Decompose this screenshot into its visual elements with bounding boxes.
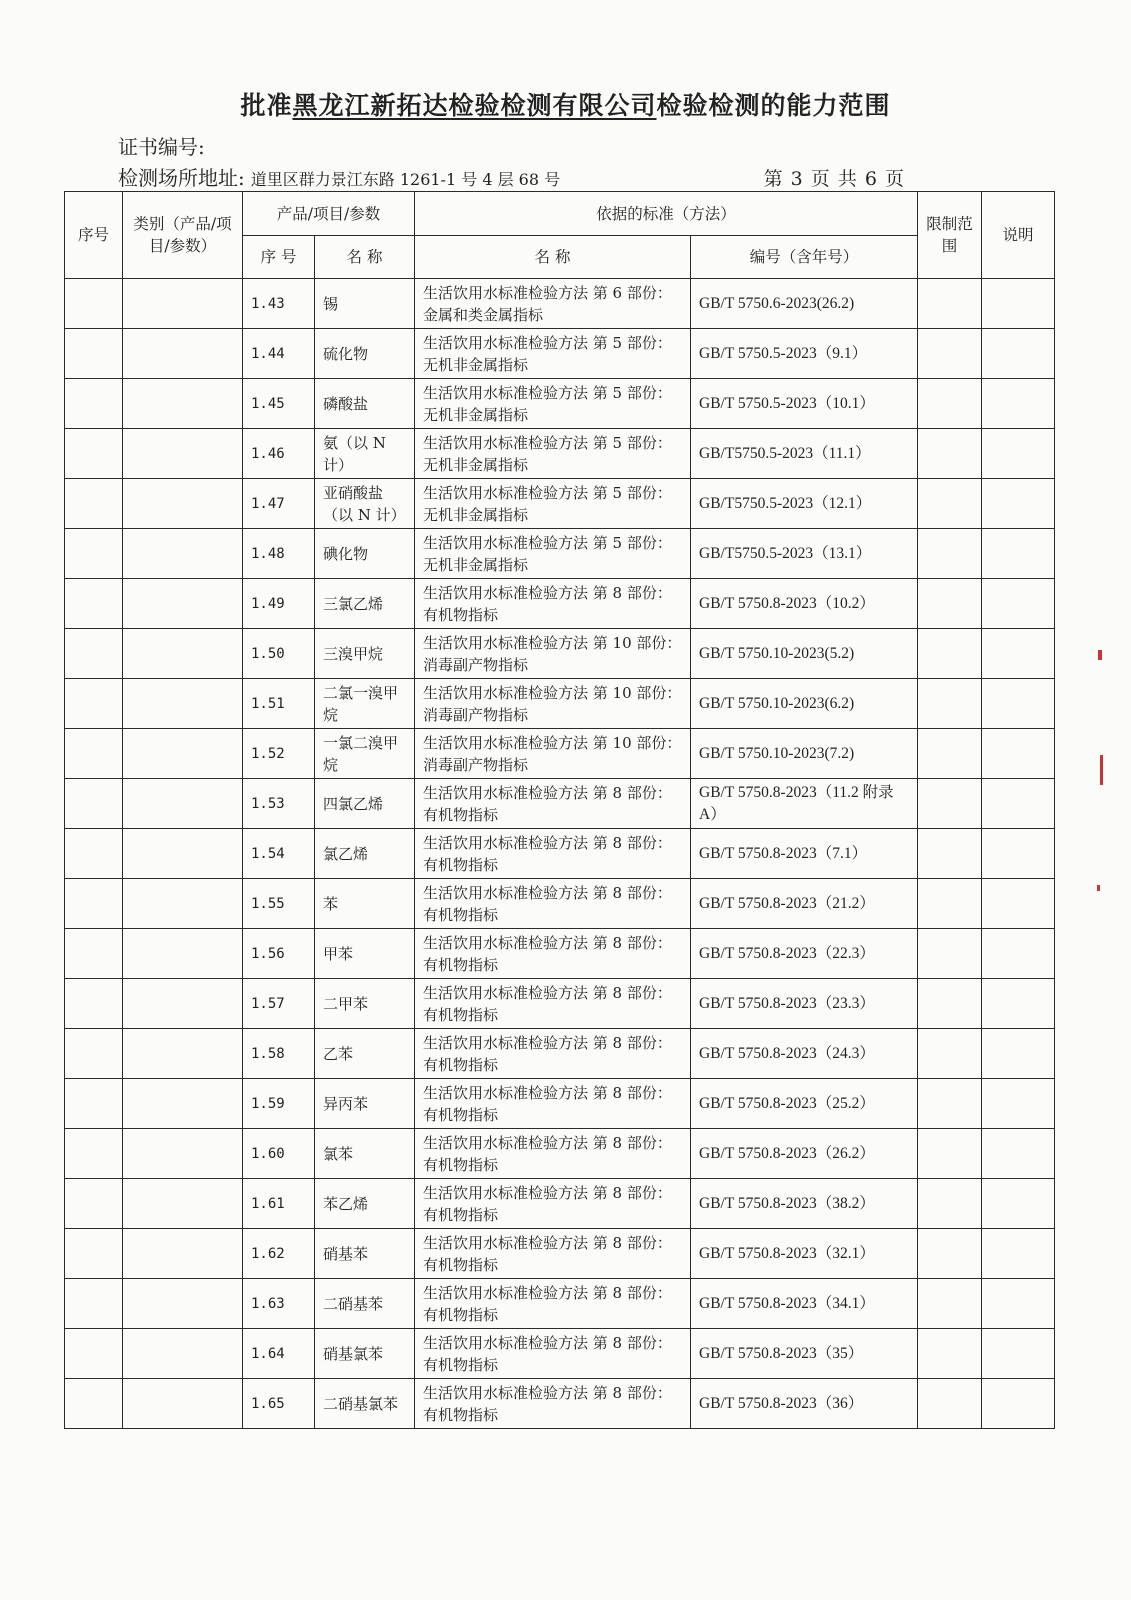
header-category: 类别（产品/项目/参数） — [123, 192, 243, 279]
standard-code-cell: GB/T 5750.8-2023（34.1） — [691, 1279, 918, 1329]
capability-table — [64, 191, 1055, 1429]
seq-cell — [65, 1129, 123, 1179]
category-cell — [123, 1129, 243, 1179]
standard-name-cell: 生活饮用水标准检验方法 第 8 部份：有机物指标 — [415, 1029, 691, 1079]
item-name-cell: 锡 — [315, 279, 415, 329]
seq-cell — [65, 1229, 123, 1279]
table-row — [65, 929, 1055, 979]
item-name-cell: 乙苯 — [315, 1029, 415, 1079]
company-name: 黑龙江新拓达检验检测有限公司 — [292, 91, 657, 120]
item-no-cell: 1.52 — [243, 729, 315, 779]
table-body — [65, 279, 1055, 1429]
item-no-cell: 1.51 — [243, 679, 315, 729]
item-name-cell: 三溴甲烷 — [315, 629, 415, 679]
category-cell — [123, 979, 243, 1029]
note-cell — [982, 629, 1055, 679]
table-row — [65, 729, 1055, 779]
title-suffix: 检验检测的能力范围 — [656, 91, 891, 120]
item-name-cell: 二甲苯 — [315, 979, 415, 1029]
standard-name-cell: 生活饮用水标准检验方法 第 8 部份：有机物指标 — [415, 1079, 691, 1129]
standard-code-cell: GB/T 5750.5-2023（10.1） — [691, 379, 918, 429]
limit-cell — [918, 1179, 982, 1229]
table-row — [65, 1279, 1055, 1329]
note-cell — [982, 529, 1055, 579]
standard-code-cell: GB/T5750.5-2023（11.1） — [691, 429, 918, 479]
table-row — [65, 1079, 1055, 1129]
header-product-group: 产品/项目/参数 — [243, 192, 415, 236]
seq-cell — [65, 1379, 123, 1429]
item-no-cell: 1.43 — [243, 279, 315, 329]
limit-cell — [918, 929, 982, 979]
seq-cell — [65, 579, 123, 629]
limit-cell — [918, 1079, 982, 1129]
standard-name-cell: 生活饮用水标准检验方法 第 8 部份：有机物指标 — [415, 1229, 691, 1279]
item-no-cell: 1.59 — [243, 1079, 315, 1129]
item-name-cell: 苯 — [315, 879, 415, 929]
category-cell — [123, 779, 243, 829]
standard-code-cell: GB/T 5750.5-2023（9.1） — [691, 329, 918, 379]
item-no-cell: 1.49 — [243, 579, 315, 629]
item-name-cell: 磷酸盐 — [315, 379, 415, 429]
note-cell — [982, 979, 1055, 1029]
table-row — [65, 1129, 1055, 1179]
item-no-cell: 1.61 — [243, 1179, 315, 1229]
note-cell — [982, 729, 1055, 779]
category-cell — [123, 629, 243, 679]
standard-code-cell: GB/T5750.5-2023（12.1） — [691, 479, 918, 529]
item-no-cell: 1.64 — [243, 1329, 315, 1379]
standard-name-cell: 生活饮用水标准检验方法 第 5 部份：无机非金属指标 — [415, 429, 691, 479]
note-cell — [982, 579, 1055, 629]
red-stamp-mark — [1100, 755, 1103, 785]
standard-code-cell: GB/T 5750.8-2023（35） — [691, 1329, 918, 1379]
certificate-number — [118, 131, 205, 160]
item-no-cell: 1.44 — [243, 329, 315, 379]
standard-code-cell: GB/T 5750.10-2023(7.2) — [691, 729, 918, 779]
page-title — [0, 86, 1131, 122]
seq-cell — [65, 679, 123, 729]
standard-name-cell: 生活饮用水标准检验方法 第 8 部份：有机物指标 — [415, 579, 691, 629]
seq-cell — [65, 1029, 123, 1079]
item-no-cell: 1.47 — [243, 479, 315, 529]
item-no-cell: 1.57 — [243, 979, 315, 1029]
standard-code-cell: GB/T 5750.8-2023（26.2） — [691, 1129, 918, 1179]
category-cell — [123, 1179, 243, 1229]
note-cell — [982, 829, 1055, 879]
title-prefix: 批准 — [240, 91, 293, 120]
item-no-cell: 1.50 — [243, 629, 315, 679]
item-no-cell: 1.60 — [243, 1129, 315, 1179]
red-stamp-mark — [1097, 885, 1100, 891]
seq-cell — [65, 879, 123, 929]
item-no-cell: 1.45 — [243, 379, 315, 429]
limit-cell — [918, 1379, 982, 1429]
item-no-cell: 1.62 — [243, 1229, 315, 1279]
standard-name-cell: 生活饮用水标准检验方法 第 8 部份：有机物指标 — [415, 1179, 691, 1229]
standard-name-cell: 生活饮用水标准检验方法 第 8 部份：有机物指标 — [415, 1329, 691, 1379]
item-no-cell: 1.53 — [243, 779, 315, 829]
standard-code-cell: GB/T 5750.8-2023（32.1） — [691, 1229, 918, 1279]
limit-cell — [918, 379, 982, 429]
seq-cell — [65, 329, 123, 379]
standard-name-cell: 生活饮用水标准检验方法 第 10 部份：消毒副产物指标 — [415, 729, 691, 779]
standard-name-cell: 生活饮用水标准检验方法 第 8 部份：有机物指标 — [415, 1279, 691, 1329]
item-name-cell: 硝基氯苯 — [315, 1329, 415, 1379]
table-row — [65, 1179, 1055, 1229]
item-name-cell: 氨（以 N 计） — [315, 429, 415, 479]
category-cell — [123, 479, 243, 529]
item-no-cell: 1.55 — [243, 879, 315, 929]
item-no-cell: 1.58 — [243, 1029, 315, 1079]
item-name-cell: 碘化物 — [315, 529, 415, 579]
table-row — [65, 529, 1055, 579]
standard-code-cell: GB/T 5750.8-2023（10.2） — [691, 579, 918, 629]
limit-cell — [918, 529, 982, 579]
table-row — [65, 579, 1055, 629]
item-name-cell: 甲苯 — [315, 929, 415, 979]
category-cell — [123, 329, 243, 379]
item-name-cell: 三氯乙烯 — [315, 579, 415, 629]
standard-code-cell: GB/T 5750.8-2023（25.2） — [691, 1079, 918, 1129]
seq-cell — [65, 429, 123, 479]
category-cell — [123, 679, 243, 729]
table-row — [65, 879, 1055, 929]
limit-cell — [918, 829, 982, 879]
standard-code-cell: GB/T 5750.8-2023（22.3） — [691, 929, 918, 979]
table-row — [65, 1329, 1055, 1379]
header-note: 说明 — [982, 192, 1055, 279]
limit-cell — [918, 779, 982, 829]
header-seq: 序号 — [65, 192, 123, 279]
note-cell — [982, 679, 1055, 729]
seq-cell — [65, 529, 123, 579]
note-cell — [982, 1079, 1055, 1129]
category-cell — [123, 579, 243, 629]
note-cell — [982, 779, 1055, 829]
limit-cell — [918, 279, 982, 329]
standard-name-cell: 生活饮用水标准检验方法 第 6 部份：金属和类金属指标 — [415, 279, 691, 329]
standard-name-cell: 生活饮用水标准检验方法 第 8 部份：有机物指标 — [415, 979, 691, 1029]
standard-code-cell: GB/T 5750.10-2023(6.2) — [691, 679, 918, 729]
standard-code-cell: GB/T 5750.8-2023（38.2） — [691, 1179, 918, 1229]
item-no-cell: 1.46 — [243, 429, 315, 479]
table-row — [65, 379, 1055, 429]
standard-code-cell: GB/T 5750.8-2023（21.2） — [691, 879, 918, 929]
seq-cell — [65, 929, 123, 979]
site-address — [118, 162, 560, 191]
table-row — [65, 279, 1055, 329]
red-stamp-mark — [1098, 650, 1102, 660]
note-cell — [982, 1029, 1055, 1079]
standard-name-cell: 生活饮用水标准检验方法 第 10 部份：消毒副产物指标 — [415, 629, 691, 679]
table-row — [65, 979, 1055, 1029]
category-cell — [123, 279, 243, 329]
seq-cell — [65, 1329, 123, 1379]
item-name-cell: 硝基苯 — [315, 1229, 415, 1279]
standard-code-cell: GB/T 5750.8-2023（24.3） — [691, 1029, 918, 1079]
certificate-label: 证书编号: — [118, 135, 205, 159]
category-cell — [123, 1229, 243, 1279]
seq-cell — [65, 729, 123, 779]
item-no-cell: 1.48 — [243, 529, 315, 579]
category-cell — [123, 1379, 243, 1429]
standard-name-cell: 生活饮用水标准检验方法 第 5 部份：无机非金属指标 — [415, 379, 691, 429]
table-row — [65, 1229, 1055, 1279]
item-no-cell: 1.56 — [243, 929, 315, 979]
note-cell — [982, 479, 1055, 529]
limit-cell — [918, 579, 982, 629]
note-cell — [982, 1379, 1055, 1429]
category-cell — [123, 1029, 243, 1079]
category-cell — [123, 829, 243, 879]
note-cell — [982, 379, 1055, 429]
header-std-name: 名 称 — [415, 236, 691, 279]
limit-cell — [918, 1329, 982, 1379]
limit-cell — [918, 629, 982, 679]
note-cell — [982, 429, 1055, 479]
standard-code-cell: GB/T 5750.8-2023（7.1） — [691, 829, 918, 879]
limit-cell — [918, 479, 982, 529]
seq-cell — [65, 779, 123, 829]
standard-name-cell: 生活饮用水标准检验方法 第 5 部份：无机非金属指标 — [415, 329, 691, 379]
item-name-cell: 苯乙烯 — [315, 1179, 415, 1229]
table-row — [65, 479, 1055, 529]
seq-cell — [65, 629, 123, 679]
table-row — [65, 429, 1055, 479]
standard-code-cell: GB/T 5750.8-2023（36） — [691, 1379, 918, 1429]
site-address-value: 道里区群力景江东路 1261-1 号 4 层 68 号 — [250, 170, 561, 189]
standard-name-cell: 生活饮用水标准检验方法 第 5 部份：无机非金属指标 — [415, 529, 691, 579]
table-row — [65, 679, 1055, 729]
table-row — [65, 779, 1055, 829]
limit-cell — [918, 1279, 982, 1329]
standard-name-cell: 生活饮用水标准检验方法 第 10 部份：消毒副产物指标 — [415, 679, 691, 729]
limit-cell — [918, 429, 982, 479]
category-cell — [123, 429, 243, 479]
seq-cell — [65, 979, 123, 1029]
standard-code-cell: GB/T 5750.8-2023（11.2 附录 A） — [691, 779, 918, 829]
note-cell — [982, 1229, 1055, 1279]
seq-cell — [65, 829, 123, 879]
item-name-cell: 氯苯 — [315, 1129, 415, 1179]
note-cell — [982, 1129, 1055, 1179]
standard-code-cell: GB/T 5750.6-2023(26.2) — [691, 279, 918, 329]
note-cell — [982, 1279, 1055, 1329]
category-cell — [123, 1279, 243, 1329]
standard-name-cell: 生活饮用水标准检验方法 第 8 部份：有机物指标 — [415, 779, 691, 829]
item-name-cell: 四氯乙烯 — [315, 779, 415, 829]
note-cell — [982, 329, 1055, 379]
header-limit: 限制范围 — [918, 192, 982, 279]
item-name-cell: 二硝基苯 — [315, 1279, 415, 1329]
header-item-no: 序 号 — [243, 236, 315, 279]
table-row — [65, 629, 1055, 679]
seq-cell — [65, 479, 123, 529]
category-cell — [123, 729, 243, 779]
table-row — [65, 329, 1055, 379]
limit-cell — [918, 1229, 982, 1279]
standard-name-cell: 生活饮用水标准检验方法 第 8 部份：有机物指标 — [415, 929, 691, 979]
seq-cell — [65, 1179, 123, 1229]
note-cell — [982, 279, 1055, 329]
item-name-cell: 二氯一溴甲烷 — [315, 679, 415, 729]
header-standard-group: 依据的标准（方法） — [415, 192, 918, 236]
item-no-cell: 1.65 — [243, 1379, 315, 1429]
item-name-cell: 一氯二溴甲烷 — [315, 729, 415, 779]
standard-name-cell: 生活饮用水标准检验方法 第 8 部份：有机物指标 — [415, 1129, 691, 1179]
seq-cell — [65, 379, 123, 429]
standard-code-cell: GB/T 5750.8-2023（23.3） — [691, 979, 918, 1029]
category-cell — [123, 1329, 243, 1379]
limit-cell — [918, 729, 982, 779]
category-cell — [123, 929, 243, 979]
item-name-cell: 硫化物 — [315, 329, 415, 379]
table-row — [65, 829, 1055, 879]
limit-cell — [918, 1129, 982, 1179]
standard-name-cell: 生活饮用水标准检验方法 第 8 部份：有机物指标 — [415, 829, 691, 879]
item-no-cell: 1.54 — [243, 829, 315, 879]
category-cell — [123, 379, 243, 429]
note-cell — [982, 1329, 1055, 1379]
seq-cell — [65, 1079, 123, 1129]
limit-cell — [918, 679, 982, 729]
limit-cell — [918, 1029, 982, 1079]
page-number: 第 3 页 共 6 页 — [763, 168, 905, 190]
standard-code-cell: GB/T 5750.10-2023(5.2) — [691, 629, 918, 679]
table-row — [65, 1029, 1055, 1079]
limit-cell — [918, 879, 982, 929]
category-cell — [123, 879, 243, 929]
standard-code-cell: GB/T5750.5-2023（13.1） — [691, 529, 918, 579]
standard-name-cell: 生活饮用水标准检验方法 第 8 部份：有机物指标 — [415, 1379, 691, 1429]
table-row — [65, 1379, 1055, 1429]
limit-cell — [918, 329, 982, 379]
seq-cell — [65, 279, 123, 329]
seq-cell — [65, 1279, 123, 1329]
item-name-cell: 氯乙烯 — [315, 829, 415, 879]
item-no-cell: 1.63 — [243, 1279, 315, 1329]
item-name-cell: 异丙苯 — [315, 1079, 415, 1129]
item-name-cell: 二硝基氯苯 — [315, 1379, 415, 1429]
note-cell — [982, 879, 1055, 929]
standard-name-cell: 生活饮用水标准检验方法 第 8 部份：有机物指标 — [415, 879, 691, 929]
header-item-name: 名 称 — [315, 236, 415, 279]
limit-cell — [918, 979, 982, 1029]
note-cell — [982, 929, 1055, 979]
category-cell — [123, 529, 243, 579]
site-label: 检测场所地址: — [118, 166, 245, 190]
standard-name-cell: 生活饮用水标准检验方法 第 5 部份：无机非金属指标 — [415, 479, 691, 529]
item-name-cell: 亚硝酸盐（以 N 计） — [315, 479, 415, 529]
header-std-code: 编号（含年号） — [691, 236, 918, 279]
note-cell — [982, 1179, 1055, 1229]
category-cell — [123, 1079, 243, 1129]
